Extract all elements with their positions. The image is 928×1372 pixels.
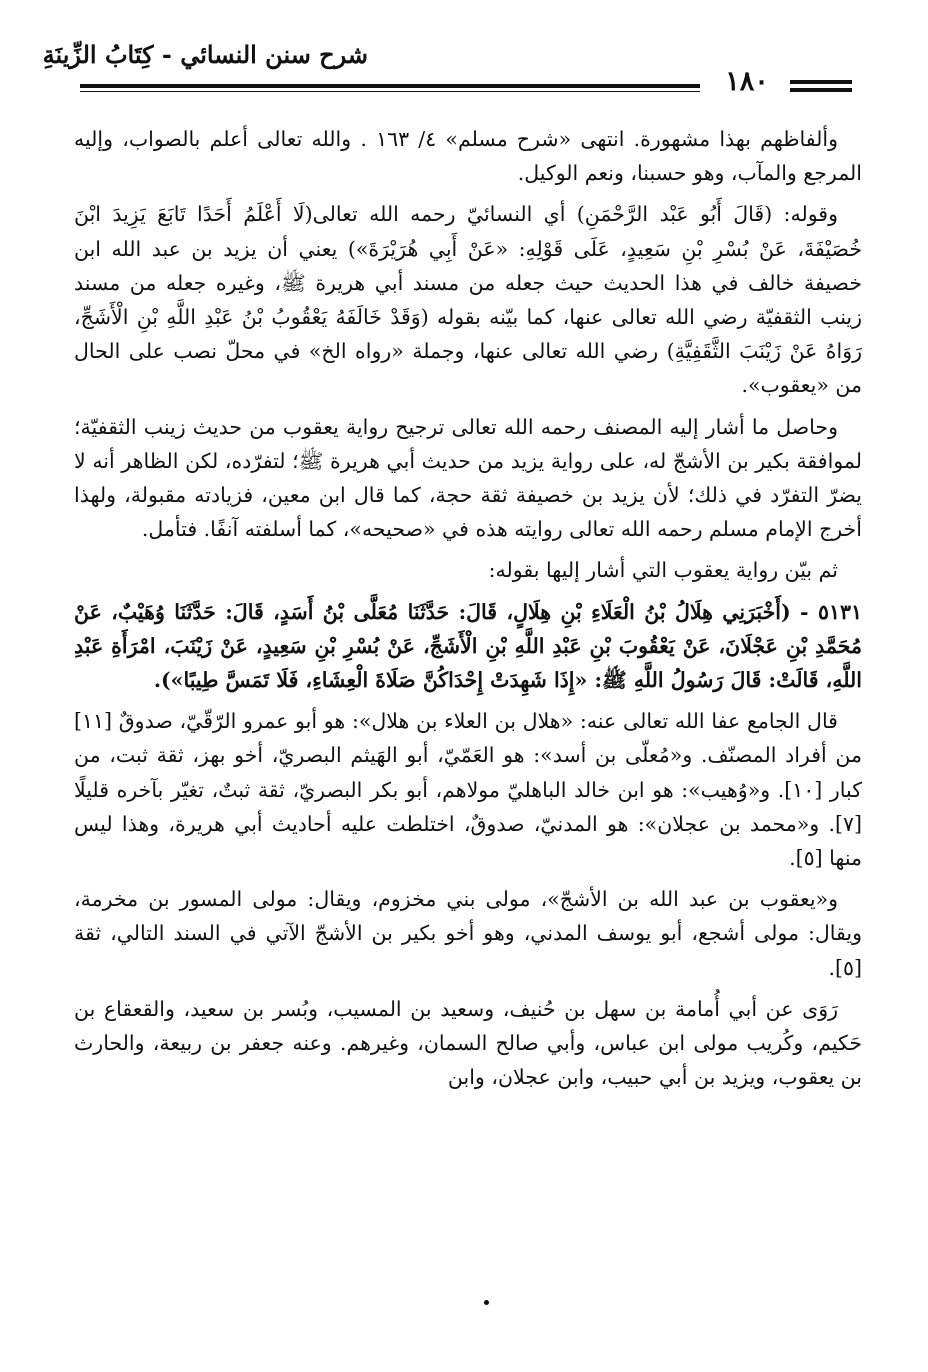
header-rule-thin	[80, 91, 700, 92]
commentary-narrators: قال الجامع عفا الله تعالى عنه: «هلال بن العلاء بن هلال»: هو أبو عمرو الرّقّيّ، صدوقٌ [١١] من أفراد المصنّف. و«مُعلّى بن أسد»: هو العَمّيّ، أبو الهَيثم البصريّ، أخو بهز، ثقة ثبت، من كبار [١٠]. و«وُهيب»: هو ابن خالد الباهليّ مولاهم، أبو بكر البصريّ، ثقة ثبتٌ، تغيّر بآخره قليلًا [٧]. و«محمد بن عجلان»: هو المدنيّ، صدوقٌ، اختلطت عليه أحاديث أبي هريرة، وهذا ليس منها [٥].	[74, 709, 862, 871]
page-number: ١٨٠	[725, 66, 769, 97]
paragraph-summary: وحاصل ما أشار إليه المصنف رحمه الله تعالى ترجيح رواية يعقوب من حديث زينب الثقفيّة؛ لموافقة بكير بن الأشجّ له، على رواية يزيد من حديث أبي هريرة ﷺ؛ لتفرّده، لكن الظاهر أنه لا يضرّ التفرّد في ذلك؛ لأن يزيد بن خصيفة ثقة حجة، كما قال ابن معين، فزيادته مقبولة، ولهذا أخرج الإمام مسلم رحمه الله تعالى روايته هذه في «صحيحه»، كما أسلفته آنفًا. فتأمل.	[74, 414, 862, 542]
commentary-narrations: رَوَى عن أبي أُمامة بن سهل بن حُنيف، وسعيد بن المسيب، وبُسر بن سعيد، والقعقاع بن حَكيم، وكُريب مولى ابن عباس، وأبي صالح السمان، وغيرهم. وعنه جعفر بن ربيعة، والحارث بن يعقوب، ويزيد بن أبي حبيب، وابن عجلان، وابن	[74, 996, 862, 1090]
page-number-ornament	[790, 80, 852, 96]
paragraph-closing: وألفاظهم بهذا مشهورة. انتهى «شرح مسلم» ٤/ ١٦٣ . والله تعالى أعلم بالصواب، وإليه المرجع والمآب، وهو حسبنا، ونعم الوكيل.	[74, 127, 862, 186]
header-rule-thick	[80, 84, 700, 88]
paragraph-nasai-comment: وقوله: (قَالَ أَبُو عَبْد الرَّحْمَنِ) أي النسائيّ رحمه الله تعالى(لَا أَعْلَمُ أَحَدًا تَابَعَ يَزِيدَ ابْنَ خُصَيْفَةَ، عَنْ بُسْرِ بْنِ سَعِيدٍ، عَلَى قَوْلِهِ: «عَنْ أَبِي هُرَيْرَةَ») يعني أن يزيد بن عبد الله ابن خصيفة خالف في هذا الحديث حيث جعله من مسند أبي هريرة ﷺ، وغيره جعله من مسند زينب الثقفيّة رضي الله تعالى عنها، كما بيّنه بقوله (وَقَدْ خَالَفَهُ يَعْقُوبُ بْنُ عَبْدِ اللَّهِ بْنِ الْأَشَجِّ، رَوَاهُ عَنْ زَيْنَبَ الثَّقَفِيَّةِ) رضي الله تعالى عنها، وجملة «رواه الخ» في محلّ نصب على الحال من «يعقوب».	[74, 202, 862, 398]
hadith-5131: ٥١٣١ - (أَخْبَرَنِي هِلَالُ بْنُ الْعَلَاءِ بْنِ هِلَالٍ، قَالَ: حَدَّثَنَا مُعَلَّى بْنُ أَسَدٍ، قَالَ: حَدَّثَنَا وُهَيْبٌ، عَنْ مُحَمَّدِ بْنِ عَجْلَانَ، عَنْ يَعْقُوبَ بْنِ عَبْدِ اللَّهِ بْنِ الْأَشَجِّ، عَنْ بُسْرِ بْنِ سَعِيدٍ، عَنْ زَيْنَبَ، امْرَأَةِ عَبْدِ اللَّهِ، قَالَتْ: قَالَ رَسُولُ اللَّهِ ﷺ: «إِذَا شَهِدَتْ إِحْدَاكُنَّ صَلَاةَ الْعِشَاءِ، فَلَا تَمَسَّ طِيبًا»).	[74, 599, 862, 693]
page-body	[74, 122, 862, 1101]
paragraph-transition: ثم بيّن رواية يعقوب التي أشار إليها بقوله:	[488, 558, 838, 583]
page-bottom-mark	[484, 1300, 489, 1305]
running-header-title: شرح سنن النسائي - كِتَابُ الزِّينَةِ	[42, 40, 368, 69]
commentary-yaqub: و«يعقوب بن عبد الله بن الأشجّ»، مولى بني مخزوم، ويقال: مولى المسور بن مخرمة، ويقال: مولى أشجع، أبو يوسف المدني، وهو أخو بكير بن الأشجّ الآتي في السند التالي، ثقة [٥].	[74, 887, 862, 980]
